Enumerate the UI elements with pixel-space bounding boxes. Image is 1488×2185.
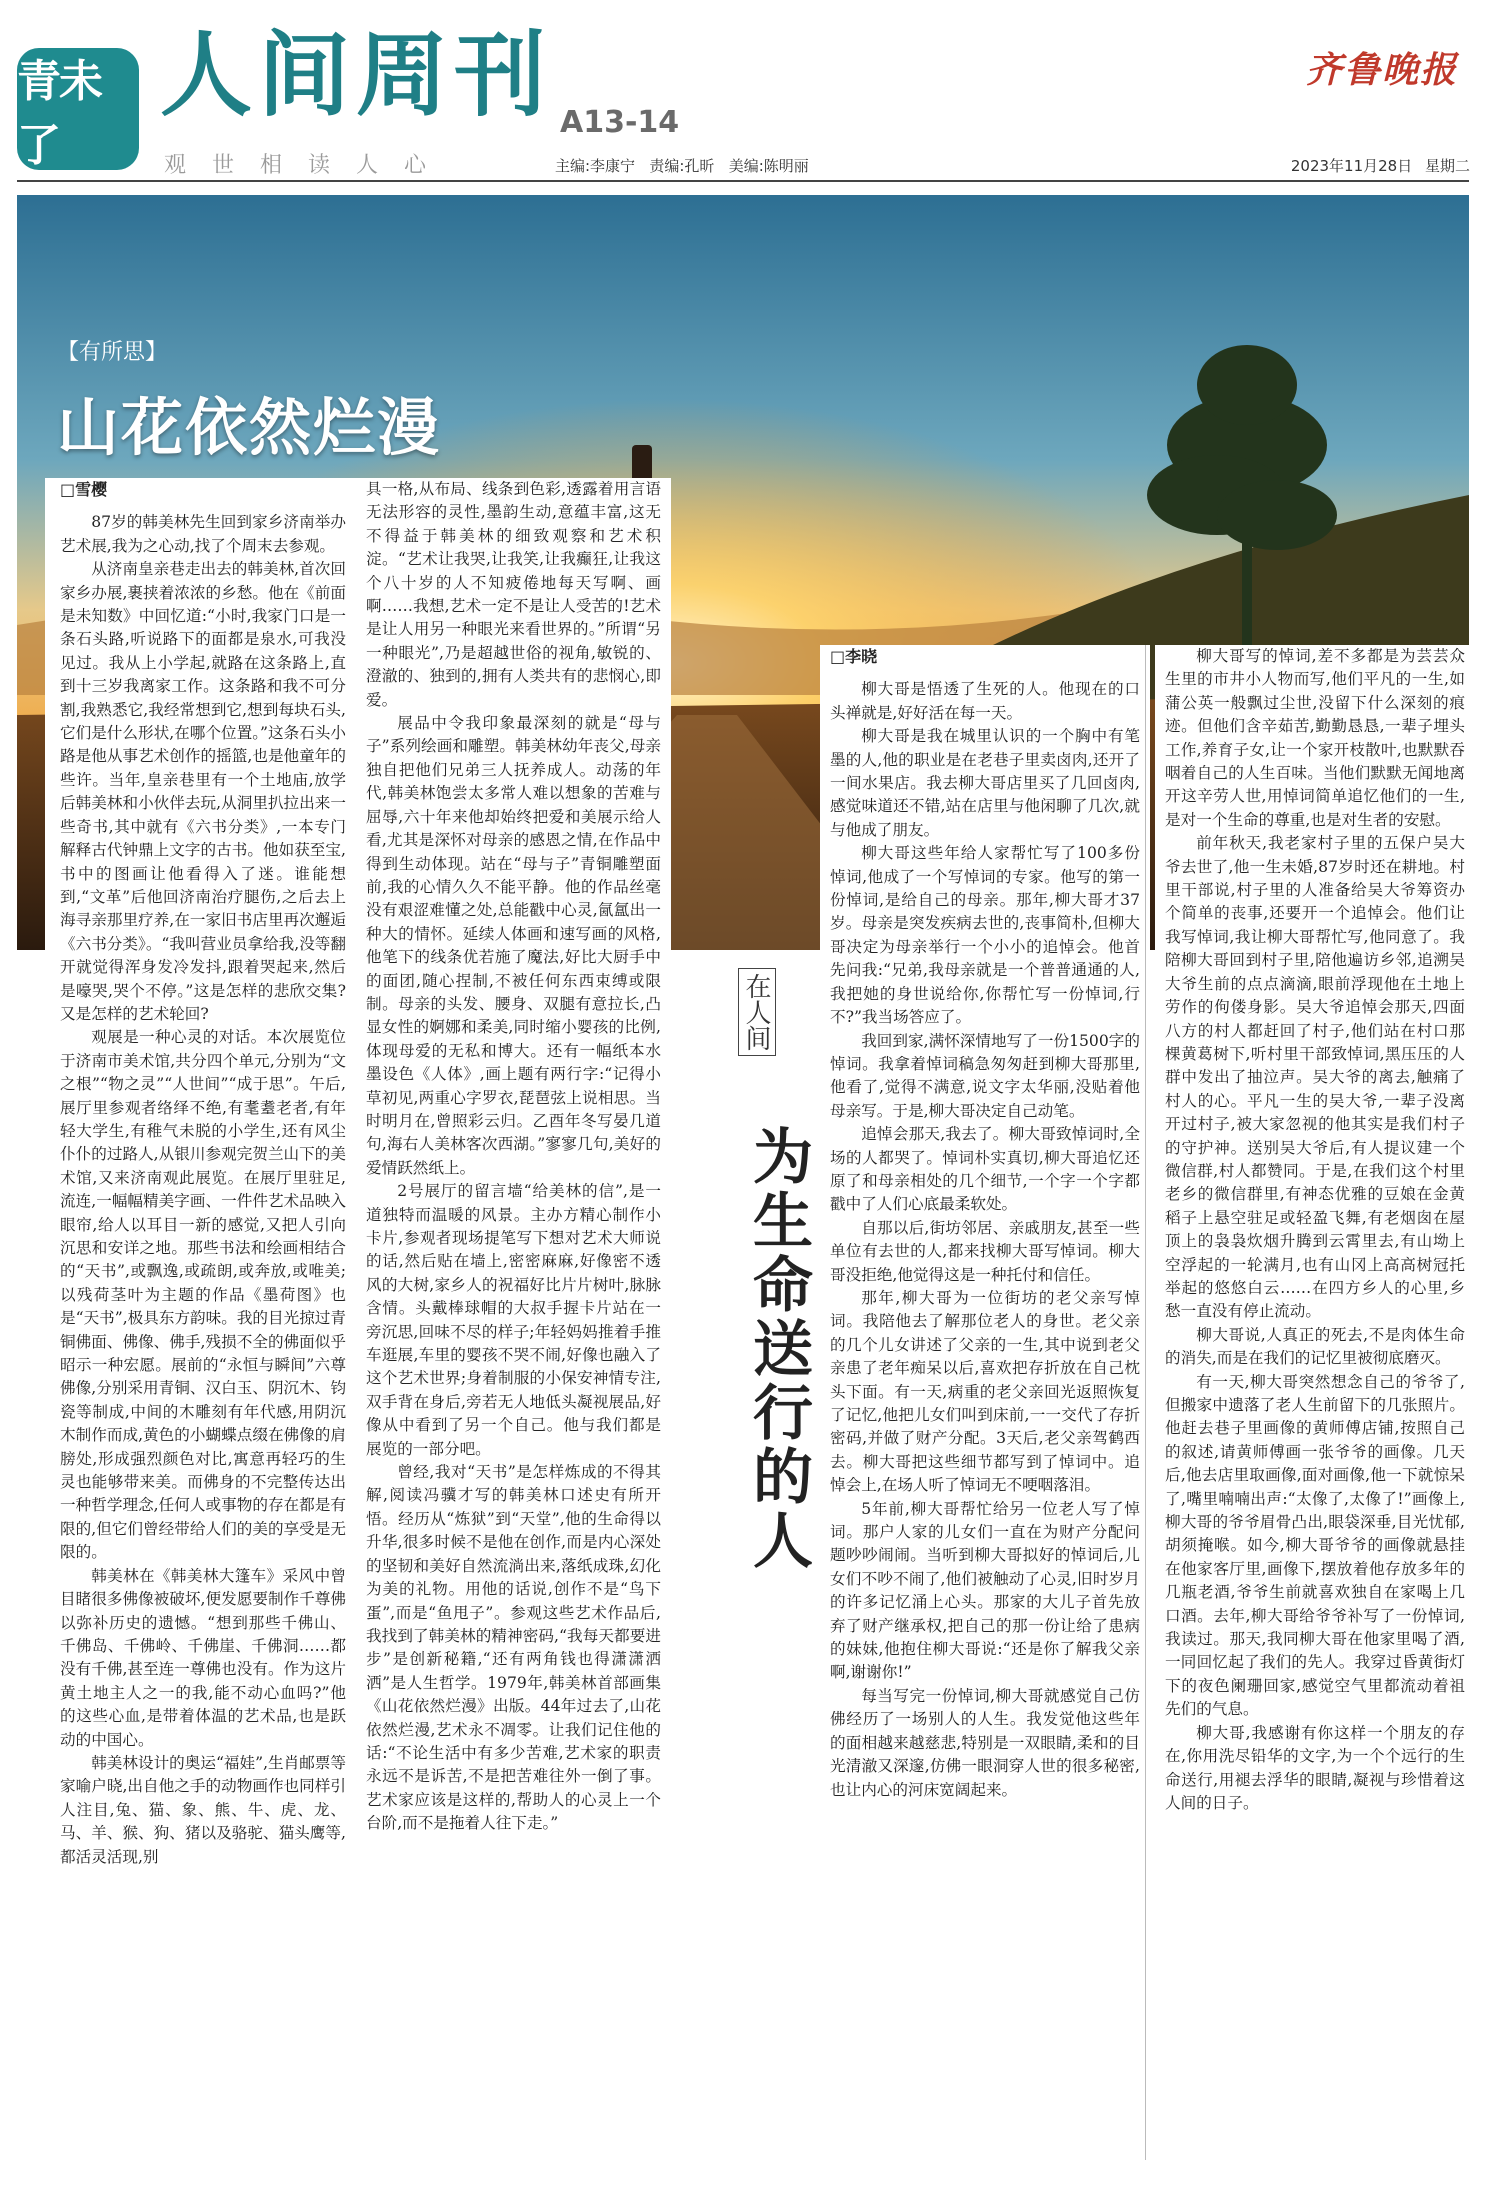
section-tagline: 观世相读人心 bbox=[164, 153, 453, 178]
newspaper-name: 齐鲁晚报 bbox=[1305, 49, 1458, 91]
header-rule bbox=[17, 180, 1469, 182]
editor-credits: 主编:李康宁 责编:孔昕 美编:陈明丽 bbox=[555, 157, 809, 175]
article1-byline: □雪樱 bbox=[60, 480, 108, 499]
paragraph: 2号展厅的留言墙“给美林的信”,是一道独特而温暖的风景。主办方精心制作小卡片,参观者现场提笔写下想对艺术大师说的话,然后贴在墙上,密密麻麻,好像密不透风的大树,家乡人的祝福好比片片树叶,脉脉含情。头戴棒球帽的大叔手握卡片站在一旁沉思,回味不尽的样子;年轻妈妈推着手推车逛展,车里的婴孩不哭不闹,好像也融入了这个艺术世界;身着制服的小保安神情专注,双手背在身后,旁若无人地低头凝视展品,好像从中看到了另一个自己。他与我们都是展览的一部分吧。 bbox=[366, 1182, 661, 1458]
paragraph: 曾经,我对“天书”是怎样炼成的不得其解,阅读冯骥才写的韩美林口述史有所开悟。经历从“炼狱”到“天堂”,他的生命得以升华,很多时候不是他在创作,而是内心深处的坚韧和美好自然流淌出来,落纸成珠,幻化为美的礼物。用他的话说,创作不是“鸟下蛋”,而是“鱼甩子”。参观这些艺术作品后,我找到了韩美林的精神密码,“我每天都要进步”是创新秘籍,“还有两角钱也得潇潇洒洒”是人生哲学。1979年,韩美林首部画集《山花依然烂漫》出版。44年过去了,山花依然烂漫,艺术永不凋零。让我们记住他的话:“不论生活中有多少苦难,艺术家的职责永远不是诉苦,不是把苦难往外一倒了事。艺术家应该是这样的,帮助人的心灵上一个台阶,而不是拖着人往下走。” bbox=[366, 1463, 661, 1833]
article1-column-1 bbox=[45, 478, 356, 2168]
article1-kicker: 【有所思】 bbox=[57, 340, 168, 365]
paragraph: 前年秋天,我老家村子里的五保户吴大爷去世了,他一生未婚,87岁时还在耕地。村里干部说,村子里的人准备给吴大爷筹资办个简单的丧事,还要开一个追悼会。他们让我写悼词,我让柳大哥帮忙写,他同意了。我陪柳大哥回到村子里,陪他遍访乡邻,追溯吴大爷生前的点点滴滴,眼前浮现他在土地上劳作的佝偻身影。吴大爷追悼会那天,四面八方的村人都赶回了村子,他们站在村口那棵黄葛树下,听村里干部致悼词,黑压压的人群中发出了抽泣声。吴大爷的离去,触痛了村人的心。平凡一生的吴大爷,一辈子没离开过村子,被大家忽视的他其实是我们村子的守护神。送别吴大爷后,有人提议建一个微信群,村人都赞同。于是,在我们这个村里老乡的微信群里,有神态优雅的豆娘在金黄稻子上悬空驻足或轻盈飞舞,有老烟囱在屋顶上的袅袅炊烟升腾到云霄里去,有山坳上空浮起的一轮满月,也有山冈上高高树冠托举起的悠悠白云……在四方乡人的心里,乡愁一直没有停止流动。 bbox=[1165, 834, 1465, 1321]
article2-column-2 bbox=[1155, 645, 1475, 2165]
article2-kicker: 在人间 bbox=[738, 968, 776, 1056]
paragraph: 自那以后,街坊邻居、亲戚朋友,甚至一些单位有去世的人,都来找柳大哥写悼词。柳大哥没拒绝,他觉得这是一种托付和信任。 bbox=[830, 1218, 1140, 1284]
paragraph: 柳大哥是我在城里认识的一个胸中有笔墨的人,他的职业是在老巷子里卖卤肉,还开了一间水果店。我去柳大哥店里买了几回卤肉,感觉味道还不错,站在店里与他闲聊了几次,就与他成了朋友。 bbox=[830, 727, 1140, 839]
paragraph: 柳大哥说,人真正的死去,不是肉体生命的消失,而是在我们的记忆里被彻底磨灭。 bbox=[1165, 1325, 1465, 1368]
section-title: 人间周刊 bbox=[160, 22, 553, 129]
paragraph: 柳大哥是悟透了生死的人。他现在的口头禅就是,好好活在每一天。 bbox=[830, 680, 1140, 722]
paragraph: 柳大哥,我感谢有你这样一个朋友的存在,你用洗尽铅华的文字,为一个个远行的生命送行,用褪去浮华的眼睛,凝视与珍惜着这人间的日子。 bbox=[1165, 1723, 1465, 1812]
column-divider bbox=[1145, 645, 1146, 2160]
paragraph: 展品中令我印象最深刻的就是“母与子”系列绘画和雕塑。韩美林幼年丧父,母亲独自把他们兄弟三人抚养成人。动荡的年代,韩美林饱尝太多常人难以想象的苦难与屈辱,六十年来他却始终把爱和美展示给人看,尤其是深怀对母亲的感恩之情,在作品中得到生动体现。站在“母与子”青铜雕塑面前,我的心情久久不能平静。他的作品丝毫没有艰涩难懂之处,总能戳中心灵,氤氲出一种大的情怀。延续人体画和速写画的风格,他笔下的线条优若施了魔法,好比大厨手中的面团,随心捏制,不被任何东西束缚或限制。母亲的头发、腰身、双腿有意拉长,凸显女性的婀娜和柔美,同时缩小婴孩的比例,体现母爱的无私和博大。还有一幅纸本水墨设色《人体》,画上题有两行字:“记得小草初见,两重心字罗衣,琵琶弦上说相思。当时明月在,曾照彩云归。乙酉年冬写晏几道句,海右人美林客次西湖。”寥寥几句,美好的爱情跃然纸上。 bbox=[366, 714, 661, 1177]
article1-title: 山花依然烂漫 bbox=[57, 391, 442, 464]
paragraph: 韩美林在《韩美林大篷车》采风中曾目睹很多佛像被破坏,便发愿要制作千尊佛以弥补历史的遗憾。“想到那些千佛山、千佛岛、千佛岭、千佛崖、千佛洞……都没有千佛,甚至连一尊佛也没有。作为这片黄土地主人之一的我,能不动心血吗?”他的这些心血,是带着体温的艺术品,也是跃动的中国心。 bbox=[60, 1566, 346, 1749]
paragraph: 观展是一种心灵的对话。本次展览位于济南市美术馆,共分四个单元,分别为“文之根”“物之灵”“人世间”“成于思”。午后,展厅里参观者络绎不绝,有耄耋老者,有年轻大学生,有稚气未脱的小学生,还有风尘仆仆的过路人,从银川参观完贺兰山下的美术馆,又来济南观此展览。在展厅里驻足,流连,一幅幅精美字画、一件件艺术品映入眼帘,给人以耳目一新的感觉,又把人引向沉思和安详之地。那些书法和绘画相结合的“天书”,或飘逸,或疏朗,或奔放,或唯美;以残荷茎叶为主题的作品《墨荷图》也是“天书”,极具东方韵味。我的目光掠过青铜佛面、佛像、佛手,残损不全的佛面似乎昭示一种宏愿。展前的“永恒与瞬间”六尊佛像,分别采用青铜、汉白玉、阴沉木、钧瓷等制成,中间的木雕刻有年代感,用阴沉木制作而成,黄色的小蝴蝶点缀在佛像的肩膀处,形成强烈颜色对比,寓意再轻巧的生灵也能够带来美。而佛身的不完整传达出一种哲学理念,任何人或事物的存在都是有限的,但它们曾经带给人们的美的享受是无限的。 bbox=[60, 1028, 346, 1562]
paragraph: 具一格,从布局、线条到色彩,透露着用言语无法形容的灵性,墨韵生动,意蕴丰富,这无不得益于韩美林的细致观察和艺术积淀。“艺术让我哭,让我笑,让我癫狂,让我这个八十岁的人不知疲倦地每天写啊、画啊……我想,艺术一定不是让人受苦的!艺术是让人用另一种眼光来看世界的。”所谓“另一种眼光”,乃是超越世俗的视角,敏锐的、澄澈的、独到的,拥有人类共有的悲悯心,即爱。 bbox=[366, 480, 661, 709]
paragraph: 有一天,柳大哥突然想念自己的爷爷了,但搬家中遗落了老人生前留下的几张照片。他赶去巷子里画像的黄师傅店铺,按照自己的叙述,请黄师傅画一张爷爷的画像。几天后,他去店里取画像,面对画像,他一下就惊呆了,嘴里喃喃出声:“太像了,太像了!”画像上,柳大哥的爷爷眉骨凸出,眼袋深垂,目光忧郁,胡须掩喉。如今,柳大哥爷爷的画像就悬挂在他家客厅里,画像下,摆放着他存放多年的几瓶老酒,爷爷生前就喜欢独自在家喝上几口酒。去年,柳大哥给爷爷补写了一份悼词,我读过。那天,我同柳大哥在他家里喝了酒,一同回忆起了我们的先人。我穿过昏黄街灯下的夜色阑珊回家,感觉空气里都流动着祖先们的气息。 bbox=[1165, 1372, 1465, 1719]
paragraph: 追悼会那天,我去了。柳大哥致悼词时,全场的人都哭了。悼词朴实真切,柳大哥追忆还原了和母亲相处的几个细节,一个字一个字都戳中了人们心底最柔软处。 bbox=[830, 1125, 1140, 1214]
paragraph: 87岁的韩美林先生回到家乡济南举办艺术展,我为之心动,找了个周末去参观。 bbox=[60, 513, 346, 555]
paragraph: 从济南皇亲巷走出去的韩美林,首次回家乡办展,裹挟着浓浓的乡愁。他在《前面是未知数》中回忆道:“小时,我家门口是一条石头路,听说路下的面都是泉水,可我没见过。我从上小学起,就路在这条路上,直到十三岁我离家工作。这条路和我不可分割,我熟悉它,我经常想到它,想到每块石头,它们是什么形状,在哪个位置。”这条石头小路是他从事艺术创作的摇篮,也是他童年的些许。当年,皇亲巷里有一个土地庙,放学后韩美林和小伙伴去玩,从洞里扒拉出来一些奇书,其中就有《六书分类》,一本专门解释古代钟鼎上文字的古书。他如获至宝,书中的图画让他看得入了迷。谁能想到,“文革”后他回济南治疗腿伤,之后去上海寻亲那里疗养,在一家旧书店里再次邂逅《六书分类》。“我叫营业员拿给我,没等翻开就觉得浑身发冷发抖,跟着哭起来,然后是嚎哭,哭个不停。”这是怎样的悲欣交集?又是怎样的艺术轮回? bbox=[60, 560, 346, 1023]
paragraph: 那年,柳大哥为一位街坊的老父亲写悼词。我陪他去了解那位老人的身世。老父亲的几个儿女讲述了父亲的一生,其中说到老父亲患了老年痴呆以后,喜欢把存折放在自己枕头下面。有一天,病重的老父亲回光返照恢复了记忆,他把儿女们叫到床前,一一交代了存折密码,并做了财产分配。3天后,老父亲驾鹤西去。柳大哥把这些细节都写到了悼词中。追悼会上,在场人听了悼词无不哽咽落泪。 bbox=[830, 1288, 1140, 1495]
article2-column-1 bbox=[820, 645, 1150, 2165]
paragraph: 5年前,柳大哥帮忙给另一位老人写了悼词。那户人家的儿女们一直在为财产分配问题吵吵闹闹。当听到柳大哥拟好的悼词后,儿女们不吵不闹了,他们被触动了心灵,旧时岁月的许多记忆涌上心头。那家的大儿子首先放弃了财产继承权,把自己的那一份让给了患病的妹妹,他抱住柳大哥说:“还是你了解我父亲啊,谢谢你!” bbox=[830, 1499, 1140, 1682]
paragraph: 我回到家,满怀深情地写了一份1500字的悼词。我拿着悼词稿急匆匆赶到柳大哥那里,他看了,觉得不满意,说文字太华丽,没贴着他母亲写。于是,柳大哥决定自己动笔。 bbox=[830, 1031, 1140, 1120]
paragraph: 柳大哥写的悼词,差不多都是为芸芸众生里的市井小人物而写,他们平凡的一生,如蒲公英一般飘过尘世,没留下什么深刻的痕迹。但他们含辛茹苦,勤勤恳恳,一辈子埋头工作,养育子女,让一个家开枝散叶,也默默吞咽着自己的人生百味。当他们默默无闻地离开这辛劳人世,用悼词简单追忆他们的一生,是对一个生命的尊重,也是对生者的安慰。 bbox=[1165, 647, 1465, 829]
article2-byline: □李晓 bbox=[830, 647, 878, 666]
page-number: A13-14 bbox=[560, 105, 680, 140]
paragraph: 柳大哥这些年给人家帮忙写了100多份悼词,他成了一个写悼词的专家。他写的第一份悼词,是给自己的母亲。那年,柳大哥才37岁。母亲是突发疾病去世的,丧事简朴,但柳大哥决定为母亲举行一个小小的追悼会。他首先问我:“兄弟,我母亲就是一个普普通通的人,我把她的身世说给你,你帮忙写一份悼词,行不?”我当场答应了。 bbox=[830, 844, 1140, 1027]
article2-title: 为生命送行的人 bbox=[743, 1125, 813, 1573]
brand-logo: 青未了 bbox=[17, 48, 139, 170]
paragraph: 每当写完一份悼词,柳大哥就感觉自己仿佛经历了一场别人的人生。我发觉他这些年的面相越来越慈悲,特别是一双眼睛,柔和的目光清澈又深邃,仿佛一眼洞穿人世的很多秘密,也让内心的河床宽阔起来。 bbox=[830, 1686, 1140, 1799]
issue-date: 2023年11月28日 星期二 bbox=[1290, 157, 1470, 175]
paragraph: 韩美林设计的奥运“福娃”,生肖邮票等家喻户晓,出自他之手的动物画作也同样引人注目,兔、猫、象、熊、牛、虎、龙、马、羊、猴、狗、猪以及骆驼、猫头鹰等,都活灵活现,别 bbox=[60, 1753, 346, 1866]
article1-column-2 bbox=[356, 478, 671, 2168]
